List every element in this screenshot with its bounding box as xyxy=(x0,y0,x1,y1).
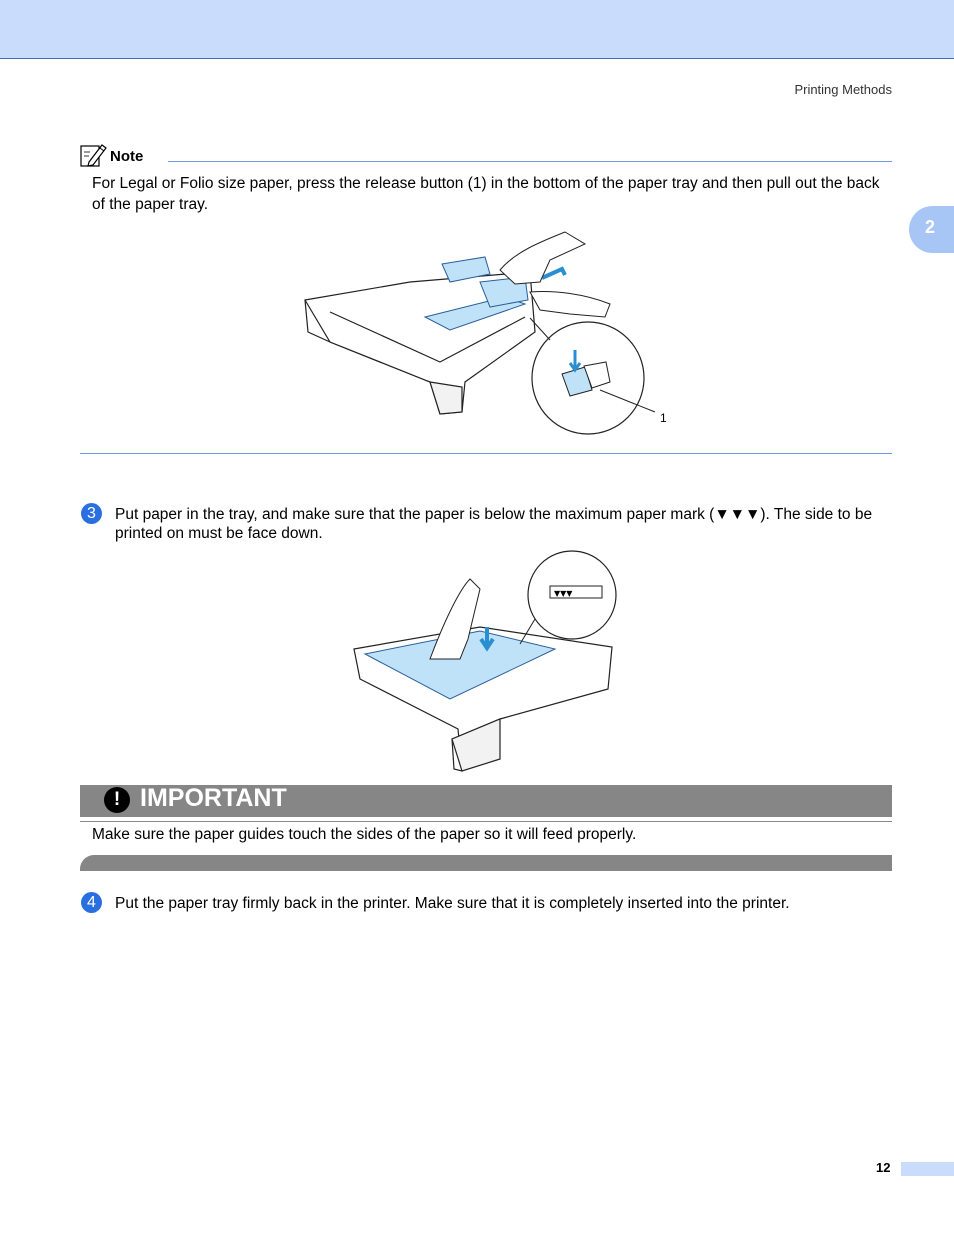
note-divider xyxy=(168,161,892,162)
note-end-divider xyxy=(80,453,892,454)
step-3-marker: 3 xyxy=(81,503,102,524)
tray-loading-illustration xyxy=(350,549,620,774)
note-pencil-icon xyxy=(80,142,108,168)
page-number-tab xyxy=(901,1162,954,1176)
chapter-tab xyxy=(909,206,954,253)
page-number: 12 xyxy=(876,1160,891,1175)
important-text: Make sure the paper guides touch the sides of the paper so it will feed properly. xyxy=(92,826,637,843)
step-4-marker: 4 xyxy=(81,892,102,913)
step-3-text: Put paper in the tray, and make sure that the paper is below the maximum paper mark (▼▼▼). The side to be printed on must be face down. xyxy=(115,506,873,542)
important-footer-bar xyxy=(80,855,892,871)
header-band xyxy=(0,0,954,59)
step-4-text: Put the paper tray firmly back in the printer. Make sure that it is completely inserted into the printer. xyxy=(115,895,790,912)
running-header: Printing Methods xyxy=(794,82,892,97)
svg-text:▼▼▼: ▼▼▼ xyxy=(554,589,573,598)
warning-icon: ! xyxy=(104,787,130,813)
tray-release-illustration xyxy=(300,222,680,440)
note-text: For Legal or Folio size paper, press the release button (1) in the bottom of the paper tray and then pull out the back of the paper tray. xyxy=(92,175,880,213)
important-title: IMPORTANT xyxy=(140,784,287,812)
figure-callout-1: 1 xyxy=(660,411,667,425)
note-title: Note xyxy=(110,148,144,165)
important-divider xyxy=(80,821,892,822)
chapter-number: 2 xyxy=(925,217,936,237)
